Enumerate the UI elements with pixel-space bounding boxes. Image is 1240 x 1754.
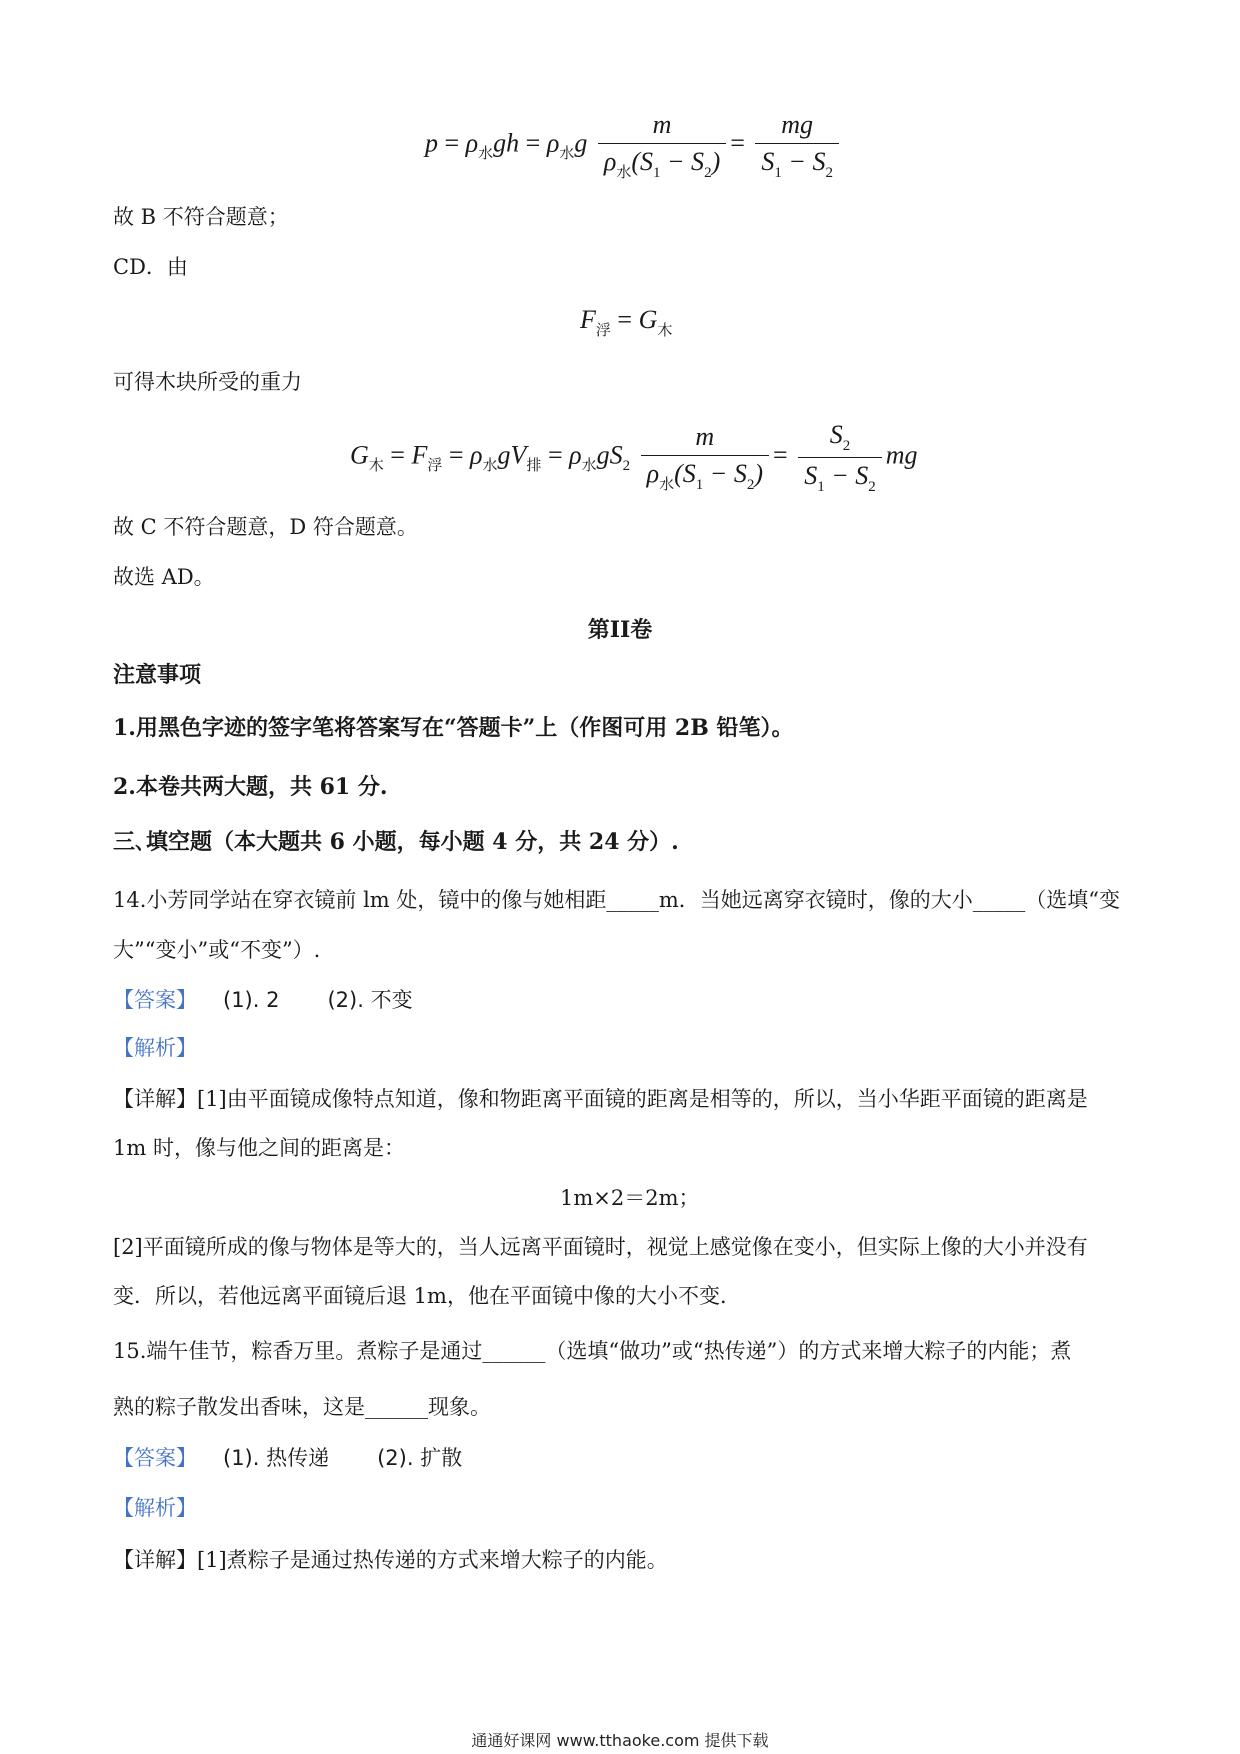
analysis-tag: 【解析】 xyxy=(113,1036,197,1060)
detail-text: 变．所以，若他远离平面镜后退 1m，他在平面镜中像的大小不变． xyxy=(113,1284,741,1308)
buoyancy-equation: $F_浮 = G_木$ xyxy=(580,305,673,339)
detail-text: [2]平面镜所成的像与物体是等大的，当人远离平面镜时，视觉上感觉像在变小，但实际上像的大小并没有 xyxy=(113,1235,1088,1259)
text-line: 可得木块所受的重力 xyxy=(113,370,302,394)
question-14-text: 14.小芳同学站在穿衣镜前 lm 处，镜中的像与她相距_____m．当她远离穿衣镜时，像的大小_____（选填“变 xyxy=(113,888,1121,912)
pressure-equation: $p = \rho_水gh = \rho_水g$ $\frac{m}{\rho_水(S_1 - S_2)}$ = $\frac{mg}{S_1 - S_2}$ xyxy=(425,110,843,181)
text-line: 故 C 不符合题意，D 符合题意。 xyxy=(113,515,418,539)
detail-text: 1m 时，像与他之间的距离是： xyxy=(113,1136,405,1160)
answer-tag: 【答案】 xyxy=(113,1446,197,1470)
answer-tag: 【答案】 xyxy=(113,988,197,1012)
answer-row xyxy=(113,985,413,1015)
weight-equation: $G_木 = F_浮 = \rho_水gV_排 = \rho_水gS_2$ $\frac{m}{\rho_水(S_1 - S_2)}$ = $\frac{S_2}{S_1 - S_2}$ mg xyxy=(350,420,918,495)
answer-value: (2). 不变 xyxy=(327,988,413,1012)
answer-value: (2). 扩散 xyxy=(377,1446,463,1470)
detail-text: 【详解】[1]由平面镜成像特点知道，像和物距离平面镜的距离是相等的，所以，当小华距平面镜的距离是 xyxy=(113,1087,1088,1111)
notice-item: 1.用黑色字迹的签字笔将答案写在“答题卡”上（作图可用 2B 铅笔）。 xyxy=(113,715,794,741)
question-14-text: 大”“变小”或“不变”）. xyxy=(113,938,321,962)
part-heading: 三､填空题（本大题共 6 小题，每小题 4 分，共 24 分）. xyxy=(113,829,679,855)
text-line: 故选 AD。 xyxy=(113,565,215,589)
answer-row xyxy=(113,1443,462,1473)
calc-line: 1m×2＝2m； xyxy=(560,1186,700,1210)
answer-value: (1). 2 xyxy=(223,988,280,1012)
detail-text: 【详解】[1]煮粽子是通过热传递的方式来增大粽子的内能。 xyxy=(113,1548,668,1572)
notice-item: 2.本卷共两大题，共 61 分. xyxy=(113,774,388,800)
question-15-text: 熟的粽子散发出香味，这是______现象。 xyxy=(113,1395,491,1419)
section-title: 第II卷 xyxy=(587,617,653,643)
text-line: 故 B 不符合题意； xyxy=(113,205,289,229)
text-line: CD．由 xyxy=(113,255,188,279)
question-15-text: 15.端午佳节，粽香万里。煮粽子是通过______（选填“做功”或“热传递”）的方式来增大粽子的内能；煮 xyxy=(113,1339,1072,1363)
answer-value: (1). 热传递 xyxy=(223,1446,330,1470)
analysis-tag: 【解析】 xyxy=(113,1496,197,1520)
page-footer: 通通好课网 www.tthaoke.com 提供下载 xyxy=(471,1731,769,1750)
notice-heading: 注意事项 xyxy=(113,662,202,688)
